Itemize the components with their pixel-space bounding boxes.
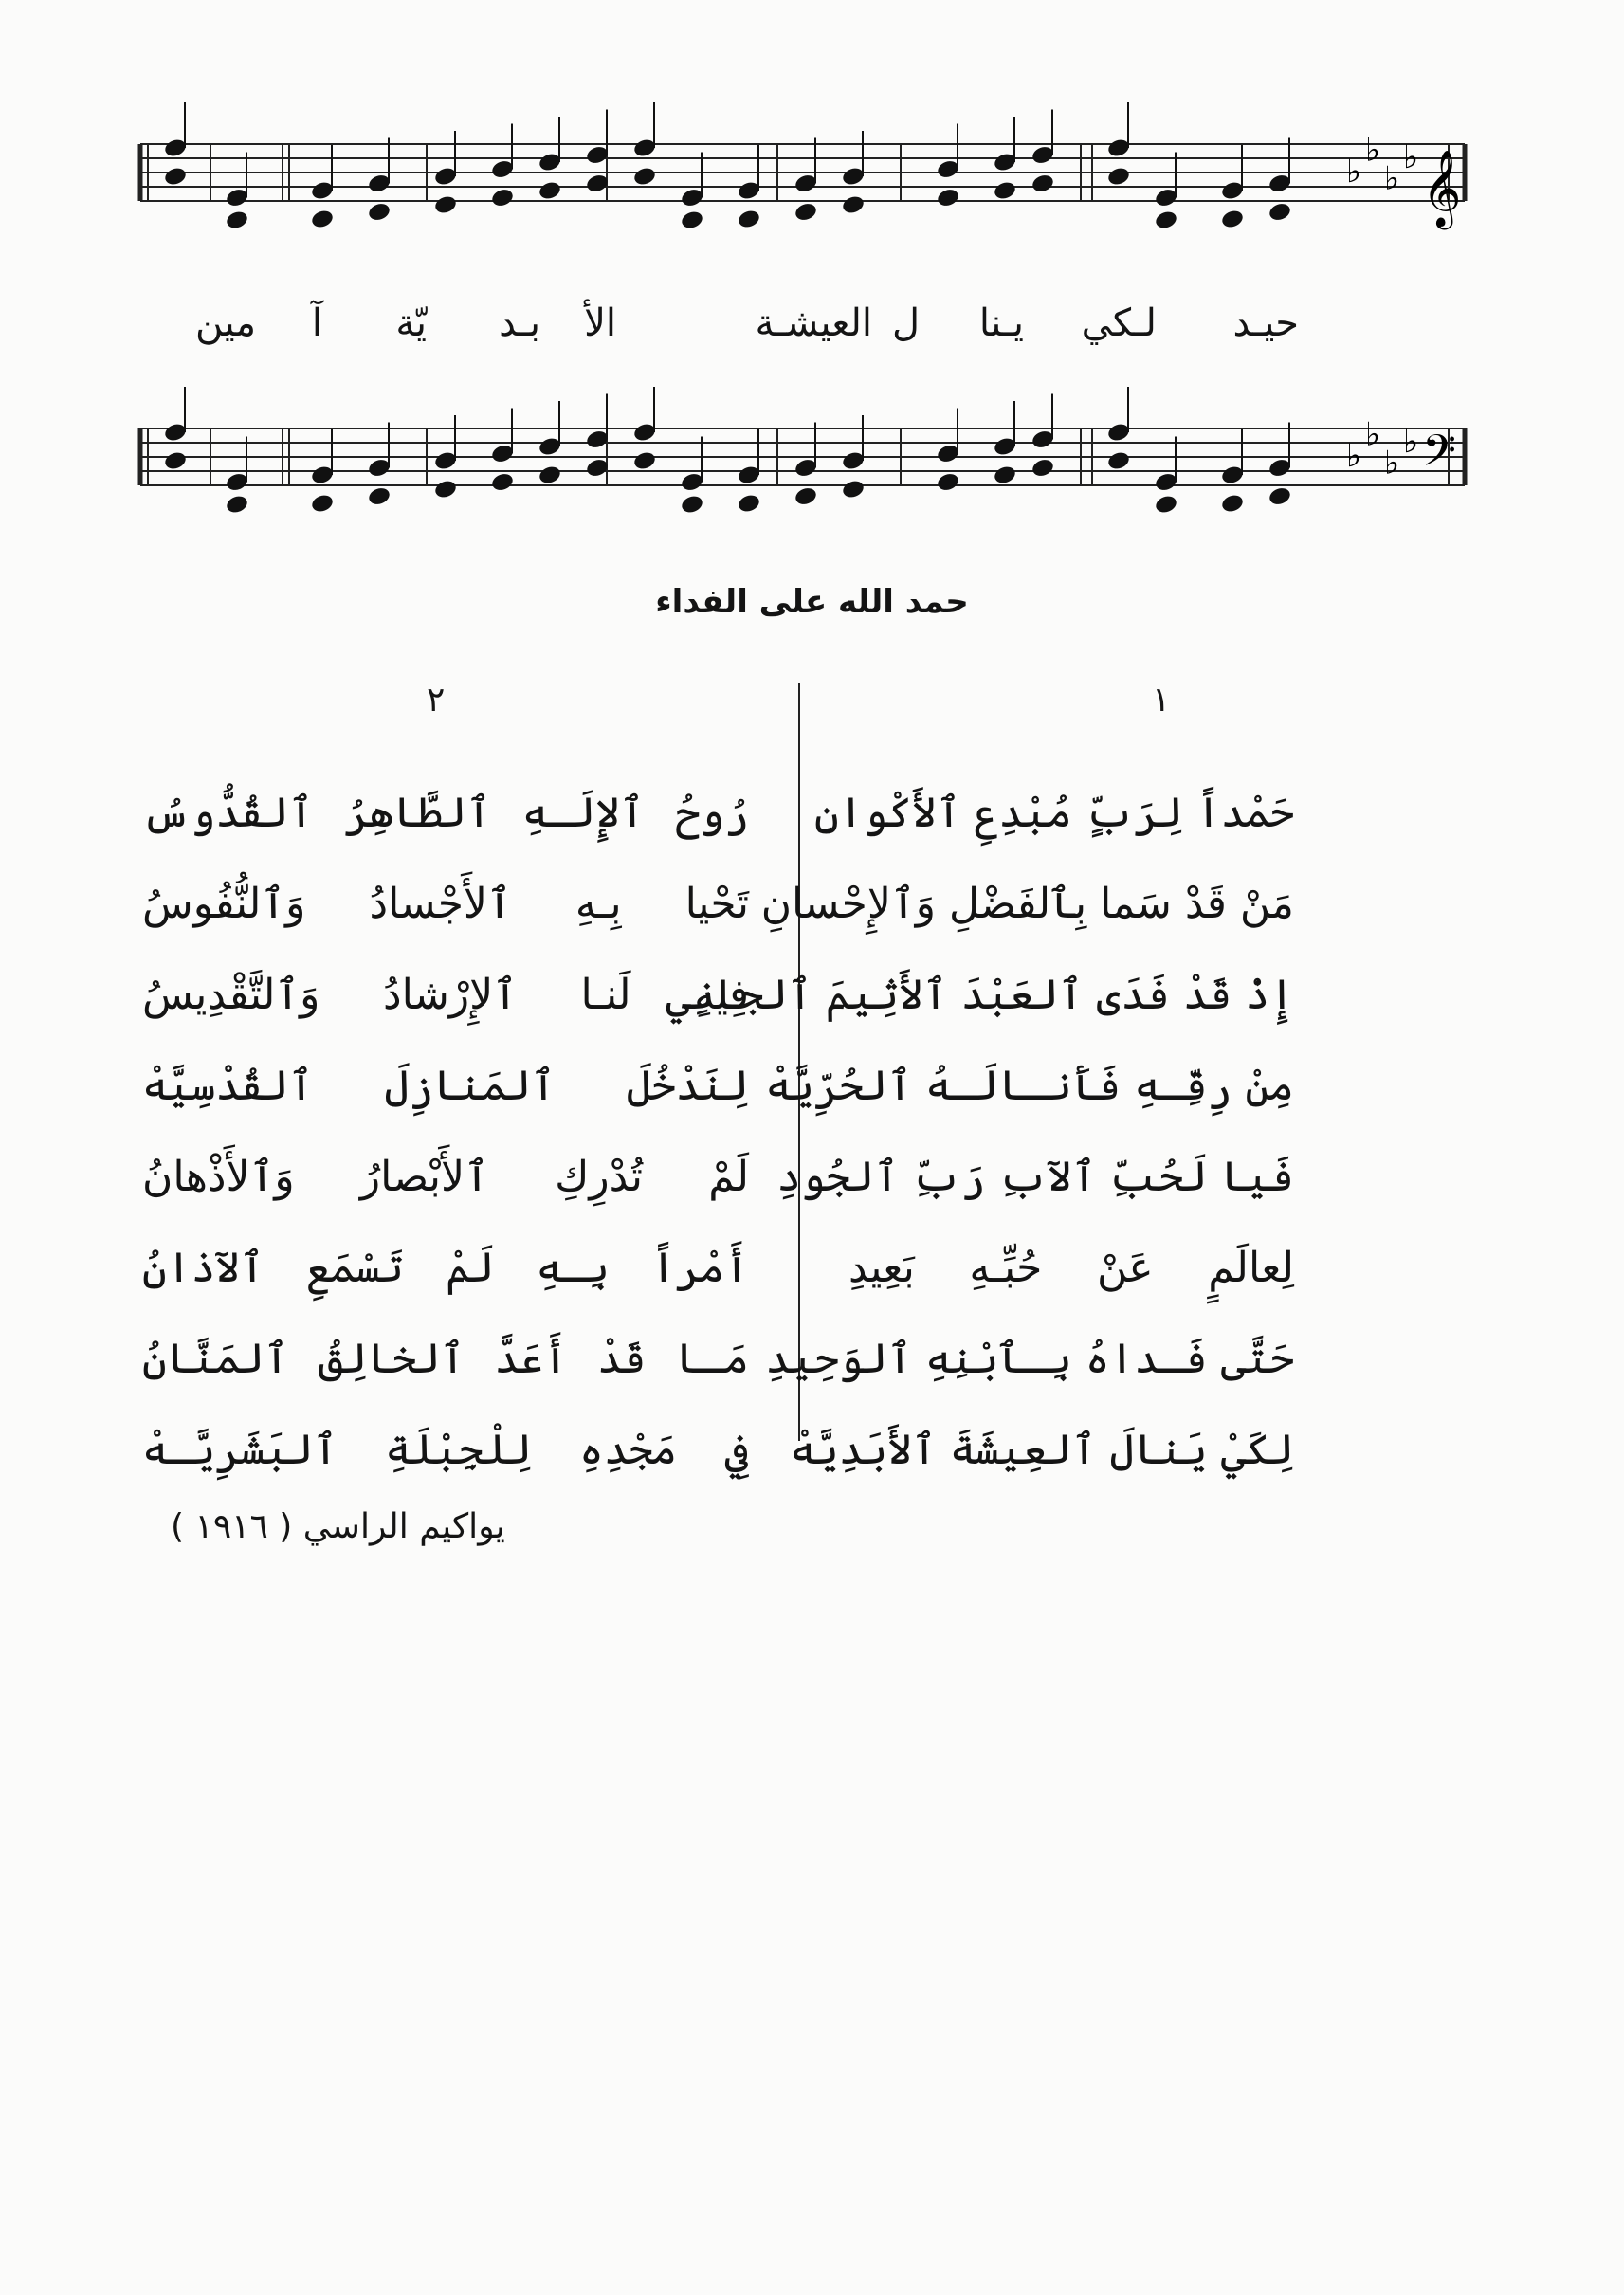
note-head <box>993 464 1017 486</box>
note-head <box>680 494 704 516</box>
note-head <box>490 187 515 209</box>
verse-line: تَحْيا بِـهِ ٱلأَجْسادُ وَٱلنُّفُوسُ <box>142 880 749 928</box>
flat-icon: ♭ <box>1346 153 1362 191</box>
note-head <box>1154 494 1178 516</box>
verse-line: فِي مَجْدِهِ لِلْجِبْلَةِ ٱلبَشَرِيَّـهْ <box>142 1426 749 1474</box>
note-head <box>225 209 249 231</box>
note-head <box>1220 209 1245 230</box>
lyric-syllable: العيشـة <box>755 301 872 345</box>
lyric-syllable: آ <box>311 301 322 345</box>
note-head <box>737 209 761 230</box>
verse-line: لِكَيْ يَنالَ ٱلعِيشَةَ ٱلأَبَدِيَّهْ <box>790 1426 1294 1474</box>
note-head <box>538 464 562 486</box>
music-score <box>0 0 1624 531</box>
verse-line: إِذْ قَدْ فَدَى ٱلعَبْدَ ٱلأَثِيمَ ٱلجانِي <box>666 971 1294 1019</box>
flat-icon: ♭ <box>1346 437 1362 475</box>
score-lyrics <box>142 301 1299 358</box>
note-head <box>1220 493 1245 515</box>
treble-clef-icon: 𝄞 <box>1422 149 1462 227</box>
verse-line: حَمْداً لِرَبٍّ مُبْدِعِ ٱلأَكْوانِ <box>813 789 1294 837</box>
note-head <box>367 201 392 223</box>
note-head <box>936 187 960 209</box>
note-head <box>632 450 657 472</box>
note-head <box>310 209 335 230</box>
note-head <box>936 471 960 493</box>
note-head <box>1268 201 1292 223</box>
verse-line: أَمْراً بِـهِ لَمْ تَسْمَعِ ٱلآذانُ <box>142 1244 749 1292</box>
note-head <box>310 493 335 515</box>
note-head <box>1268 485 1292 507</box>
stanza-number-2: ٢ <box>427 681 446 719</box>
note-head <box>841 479 866 501</box>
flat-icon: ♭ <box>1365 131 1381 170</box>
note-head <box>433 194 458 216</box>
note-head <box>794 201 818 223</box>
flat-icon: ♭ <box>1384 159 1400 198</box>
note-head <box>538 180 562 202</box>
note-head <box>1031 457 1055 479</box>
verse-line: مَـا قَدْ أَعَدَّ ٱلخالِقُ ٱلمَنَّانُ <box>142 1335 749 1383</box>
verse-line: لِنَدْخُلَ ٱلمَنازِلَ ٱلقُدْسِيَّهْ <box>142 1062 749 1110</box>
verse-line: مَنْ قَدْ سَما بِٱلفَضْلِ وَٱلإِحْسانِ <box>760 880 1294 928</box>
lyric-syllable: بـد <box>499 301 540 345</box>
flat-icon: ♭ <box>1403 138 1419 176</box>
note-head <box>1106 450 1131 472</box>
lyric-syllable: مين <box>195 301 256 345</box>
lyric-syllable: لـكي <box>1081 301 1157 345</box>
note-head <box>680 209 704 231</box>
bass-clef-icon: 𝄢 <box>1422 426 1457 487</box>
note-head <box>163 166 188 188</box>
note-head <box>433 479 458 501</box>
hymn-title: حمد الله على الفداء <box>655 583 969 621</box>
note-head <box>993 180 1017 202</box>
verse-line: فِيهِ لَنـا ٱلإِرْشادُ وَٱلتَّقْدِيسُ <box>142 971 749 1019</box>
note-head <box>163 450 188 472</box>
note-head <box>737 493 761 515</box>
flat-icon: ♭ <box>1384 444 1400 483</box>
lyric-syllable: يـنا <box>978 301 1024 345</box>
note-head <box>367 485 392 507</box>
stanza-2 <box>142 768 749 1496</box>
lyric-syllable: الأ <box>584 301 616 345</box>
verse-line: فَيا لَحُبِّ ٱلآبِ رَبِّ ٱلجُودِ <box>776 1153 1294 1201</box>
verse-line: حَتَّى فَـداهُ بِـٱبْنِهِ ٱلوَحِيدِ <box>765 1335 1294 1383</box>
note-head <box>490 471 515 493</box>
verse-line: رُوحُ ٱلإِلَـهِ ٱلطَّاهِرُ ٱلقُدُّوسُ <box>142 789 749 837</box>
verse-line: لِعالَمٍ عَنْ حُبِّـهِ بَعِيدِ <box>848 1244 1294 1292</box>
lyric-syllable: يّة <box>395 301 427 345</box>
note-head <box>1106 166 1131 188</box>
note-head <box>1031 173 1055 194</box>
lyric-syllable: ل <box>891 301 920 345</box>
stanza-1 <box>666 768 1294 1496</box>
lyric-syllable: حيـد <box>1232 301 1299 345</box>
note-head <box>1154 209 1178 231</box>
verse-line: مِنْ رِقِّـهِ فَأَنـالَـهُ ٱلحُرِّيَّهْ <box>765 1062 1294 1110</box>
note-head <box>794 485 818 507</box>
note-head <box>225 494 249 516</box>
note-head <box>841 194 866 216</box>
flat-icon: ♭ <box>1365 415 1381 454</box>
author-attribution: يواكيم الراسي ( ١٩١٦ ) <box>171 1507 505 1546</box>
stanza-number-1: ١ <box>1152 681 1171 719</box>
verse-line: لَمْ تُدْرِكِ ٱلأَبْصارُ وَٱلأَذْهانُ <box>142 1153 749 1201</box>
flat-icon: ♭ <box>1403 423 1419 461</box>
note-head <box>632 166 657 188</box>
